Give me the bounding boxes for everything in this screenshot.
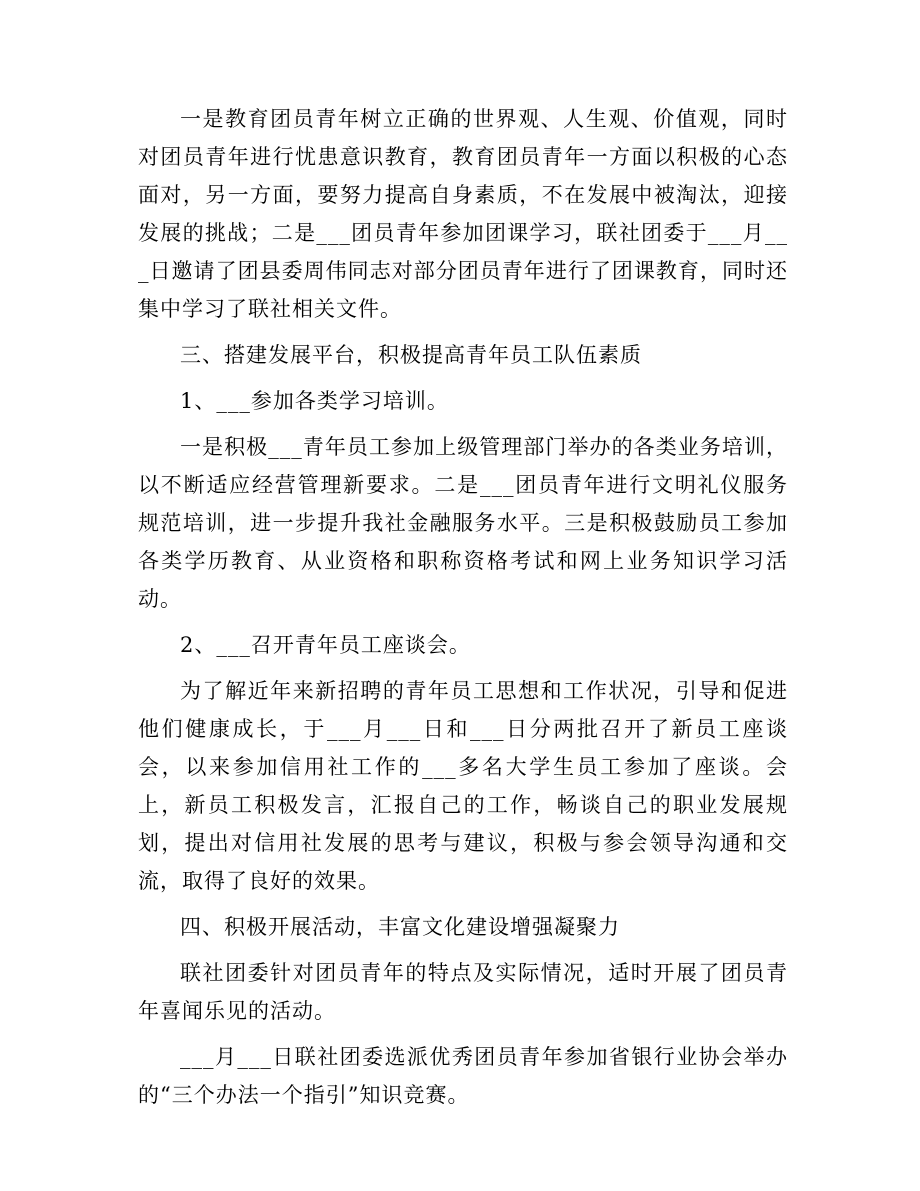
paragraph-activities: 联社团委针对团员青年的特点及实际情况，适时开展了团员青年喜闻乐见的活动。 [138,961,788,1023]
section-heading-4: 四、积极开展活动，丰富文化建设增强凝聚力 [180,915,620,939]
subheading-2: 2、___召开青年员工座谈会。 [180,633,471,657]
paragraph-training: 一是积极___青年员工参加上级管理部门举办的各类业务培训，以不断适应经营管理新要求。二是___团员青年进行文明礼仪服务规范培训，进一步提升我社金融服务水平。三是积极鼓励员工参加各类学历教育、从业资格和职称资格考试和网上业务知识学习活动。 [138,435,788,611]
subheading-1: 1、___参加各类学习培训。 [180,389,449,413]
section-heading-3: 三、搭建发展平台，积极提高青年员工队伍素质 [180,343,642,367]
paragraph-education: 一是教育团员青年树立正确的世界观、人生观、价值观，同时对团员青年进行忧患意识教育，教育团员青年一方面以积极的心态面对，另一方面，要努力提高自身素质，不在发展中被淘汰，迎接发展的挑战；二是___团员青年参加团课学习，联社团委于___月___日邀请了团县委周伟同志对部分团员青年进行了团课教育，同时还集中学习了联社相关文件。 [138,107,788,321]
paragraph-competition: ___月___日联社团委选派优秀团员青年参加省银行业协会举办的“三个办法一个指引”知识竞赛。 [138,1045,788,1107]
paragraph-symposium: 为了解近年来新招聘的青年员工思想和工作状况，引导和促进他们健康成长，于___月___日和___日分两批召开了新员工座谈会，以来参加信用社工作的___多名大学生员工参加了座谈。会上，新员工积极发言，汇报自己的工作，畅谈自己的职业发展规划，提出对信用社发展的思考与建议，积极与参会领导沟通和交流，取得了良好的效果。 [138,679,788,893]
document-body [138,100,788,1114]
